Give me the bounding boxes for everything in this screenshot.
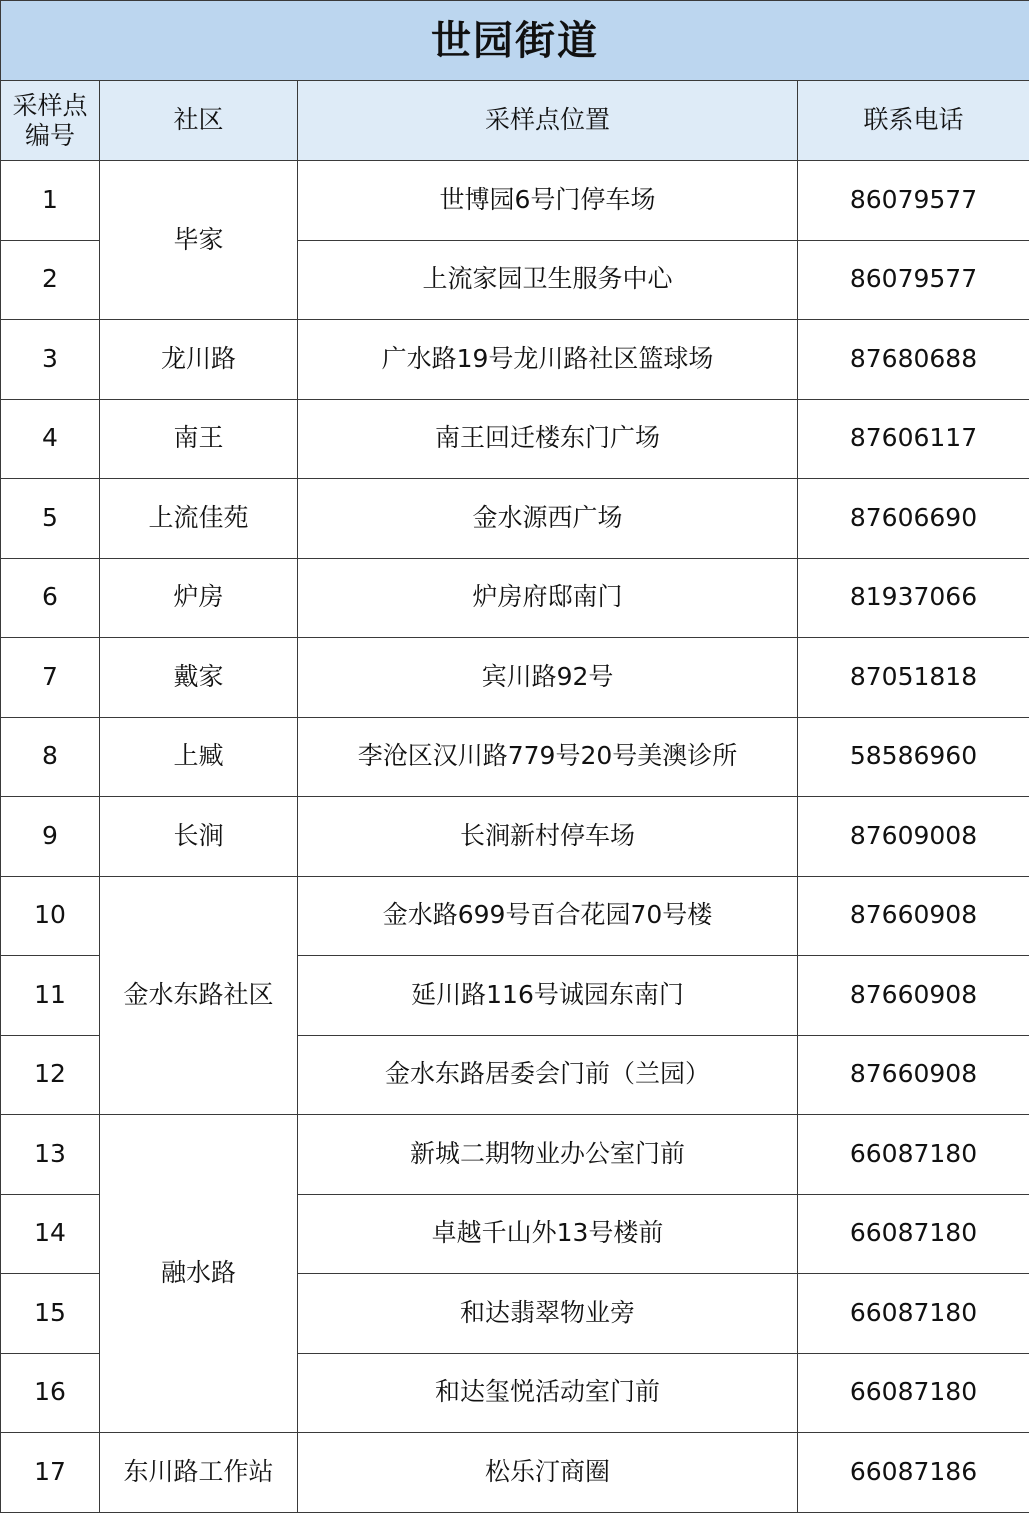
- cell-no: 13: [1, 1115, 100, 1195]
- header-no: [1, 81, 100, 161]
- cell-community: 毕家: [100, 161, 298, 320]
- cell-community: 长涧: [100, 797, 298, 877]
- table-row: [1, 320, 1029, 400]
- cell-phone: 81937066: [798, 558, 1029, 638]
- cell-phone: 66087186: [798, 1433, 1029, 1513]
- header-location: 采样点位置: [298, 81, 798, 161]
- cell-phone: 66087180: [798, 1353, 1029, 1433]
- header-community: 社区: [100, 81, 298, 161]
- cell-phone: 58586960: [798, 717, 1029, 797]
- cell-location: 长涧新村停车场: [298, 797, 798, 877]
- cell-phone: 87606117: [798, 399, 1029, 479]
- cell-phone: 87660908: [798, 956, 1029, 1036]
- cell-community: 龙川路: [100, 320, 298, 400]
- cell-location: 和达玺悦活动室门前: [298, 1353, 798, 1433]
- cell-community: 东川路工作站: [100, 1433, 298, 1513]
- cell-no: 1: [1, 161, 100, 241]
- table-body: [1, 161, 1029, 1513]
- cell-phone: 66087180: [798, 1115, 1029, 1195]
- table-row: [1, 876, 1029, 956]
- cell-community: 炉房: [100, 558, 298, 638]
- cell-location: 新城二期物业办公室门前: [298, 1115, 798, 1195]
- cell-location: 金水东路居委会门前（兰园）: [298, 1035, 798, 1115]
- cell-phone: 87660908: [798, 876, 1029, 956]
- cell-no: 16: [1, 1353, 100, 1433]
- cell-no: 15: [1, 1274, 100, 1354]
- cell-location: 和达翡翠物业旁: [298, 1274, 798, 1354]
- cell-no: 3: [1, 320, 100, 400]
- cell-phone: 86079577: [798, 240, 1029, 320]
- table-row: [1, 638, 1029, 718]
- cell-no: 12: [1, 1035, 100, 1115]
- cell-location: 金水源西广场: [298, 479, 798, 559]
- cell-phone: 66087180: [798, 1274, 1029, 1354]
- table-row: [1, 1433, 1029, 1513]
- cell-location: 卓越千山外13号楼前: [298, 1194, 798, 1274]
- cell-community: 上流佳苑: [100, 479, 298, 559]
- cell-no: 7: [1, 638, 100, 718]
- header-phone: 联系电话: [798, 81, 1029, 161]
- cell-location: 金水路699号百合花园70号楼: [298, 876, 798, 956]
- cell-community: 戴家: [100, 638, 298, 718]
- cell-no: 8: [1, 717, 100, 797]
- cell-no: 9: [1, 797, 100, 877]
- cell-location: 宾川路92号: [298, 638, 798, 718]
- cell-community: 融水路: [100, 1115, 298, 1433]
- cell-location: 松乐汀商圈: [298, 1433, 798, 1513]
- table-row: [1, 717, 1029, 797]
- cell-phone: 87660908: [798, 1035, 1029, 1115]
- title-row: [1, 1, 1029, 81]
- cell-no: 14: [1, 1194, 100, 1274]
- cell-no: 17: [1, 1433, 100, 1513]
- cell-community: 金水东路社区: [100, 876, 298, 1115]
- cell-phone: 66087180: [798, 1194, 1029, 1274]
- cell-location: 李沧区汉川路779号20号美澳诊所: [298, 717, 798, 797]
- table-row: [1, 479, 1029, 559]
- cell-phone: 86079577: [798, 161, 1029, 241]
- table-row: [1, 797, 1029, 877]
- cell-no: 5: [1, 479, 100, 559]
- cell-community: 南王: [100, 399, 298, 479]
- cell-no: 10: [1, 876, 100, 956]
- table-row: [1, 161, 1029, 241]
- cell-community: 上臧: [100, 717, 298, 797]
- header-no-label: 采样点编号: [12, 90, 88, 150]
- cell-phone: 87051818: [798, 638, 1029, 718]
- table-title: 世园街道: [1, 1, 1029, 81]
- cell-location: 南王回迁楼东门广场: [298, 399, 798, 479]
- table-row: [1, 399, 1029, 479]
- cell-no: 11: [1, 956, 100, 1036]
- cell-location: 广水路19号龙川路社区篮球场: [298, 320, 798, 400]
- cell-phone: 87680688: [798, 320, 1029, 400]
- cell-no: 6: [1, 558, 100, 638]
- cell-no: 2: [1, 240, 100, 320]
- cell-location: 世博园6号门停车场: [298, 161, 798, 241]
- table-row: [1, 558, 1029, 638]
- cell-phone: 87606690: [798, 479, 1029, 559]
- cell-location: 炉房府邸南门: [298, 558, 798, 638]
- cell-no: 4: [1, 399, 100, 479]
- cell-phone: 87609008: [798, 797, 1029, 877]
- header-row: [1, 81, 1029, 161]
- cell-location: 上流家园卫生服务中心: [298, 240, 798, 320]
- table-row: [1, 1115, 1029, 1195]
- cell-location: 延川路116号诚园东南门: [298, 956, 798, 1036]
